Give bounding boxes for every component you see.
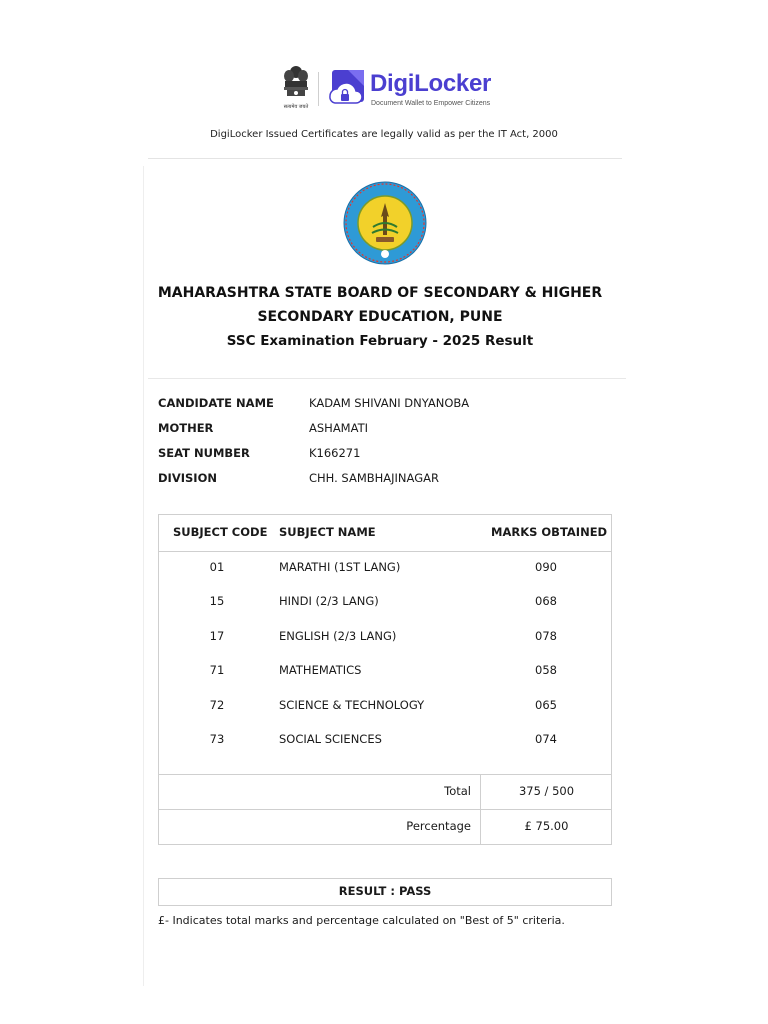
legal-notice: DigiLocker Issued Certificates are legally valid as per the IT Act, 2000: [210, 129, 558, 140]
detail-label: DIVISION: [158, 471, 217, 485]
board-heading: [150, 281, 610, 353]
detail-value: ASHAMATI: [309, 421, 368, 435]
detail-label: MOTHER: [158, 421, 214, 435]
detail-label: SEAT NUMBER: [158, 446, 250, 460]
subject-marks: 078: [535, 629, 557, 643]
table-row: [159, 629, 611, 649]
board-name-line-1: MAHARASHTRA STATE BOARD OF SECONDARY & HIGHER: [157, 285, 603, 301]
percentage-value: £ 75.00: [524, 819, 569, 833]
brand-name: DigiLocker: [370, 70, 492, 97]
subject-name: ENGLISH (2/3 LANG): [279, 629, 397, 643]
subject-marks: 058: [535, 663, 557, 677]
footnote: £- Indicates total marks and percentage calculated on "Best of 5" criteria.: [158, 914, 565, 927]
subject-name: MARATHI (1ST LANG): [279, 560, 401, 574]
subject-name: HINDI (2/3 LANG): [279, 594, 379, 608]
table-row: [159, 594, 611, 614]
header-divider: [148, 158, 622, 159]
marks-table-header: [159, 515, 611, 552]
svg-text:सत्यमेव जयते: सत्यमेव जयते: [283, 104, 309, 110]
subject-code: 01: [209, 560, 225, 574]
table-row: [159, 698, 611, 718]
card-border: [143, 166, 144, 986]
table-row: [159, 732, 611, 752]
total-value-cell: [480, 775, 612, 809]
subject-code: 15: [209, 594, 225, 608]
subject-marks: 090: [535, 560, 557, 574]
table-row: [159, 560, 611, 580]
brand-tagline: Document Wallet to Empower Citizens: [371, 100, 491, 107]
subject-code: 17: [209, 629, 225, 643]
marks-table-body: [159, 552, 611, 774]
subject-name: MATHEMATICS: [279, 663, 362, 677]
total-value: 375 / 500: [518, 784, 575, 798]
board-seal-icon: [343, 181, 427, 265]
digilocker-cloud-lock-icon: [324, 68, 366, 110]
table-row: [159, 663, 611, 683]
column-header-marks: MARKS OBTAINED: [491, 525, 608, 539]
percentage-row: [159, 809, 611, 844]
column-header-subject-code: SUBJECT CODE: [173, 525, 268, 539]
board-name-line-2: SECONDARY EDUCATION, PUNE: [257, 309, 503, 325]
logo-divider: [318, 72, 319, 106]
subject-name: SCIENCE & TECHNOLOGY: [279, 698, 425, 712]
detail-value: K166271: [309, 446, 361, 460]
percentage-label: Percentage: [406, 819, 471, 833]
detail-value: CHH. SAMBHAJINAGAR: [309, 471, 439, 485]
subject-marks: 065: [535, 698, 557, 712]
total-row: [159, 774, 611, 809]
marks-table: [158, 514, 612, 845]
subject-code: 71: [209, 663, 225, 677]
detail-label: CANDIDATE NAME: [158, 396, 274, 410]
result-status: RESULT : PASS: [158, 878, 612, 906]
national-emblem-icon: [280, 64, 312, 114]
exam-title: SSC Examination February - 2025 Result: [226, 333, 534, 349]
percentage-value-cell: [480, 810, 612, 844]
subject-code: 73: [209, 732, 225, 746]
subject-marks: 068: [535, 594, 557, 608]
subject-name: SOCIAL SCIENCES: [279, 732, 382, 746]
digilocker-header: [0, 60, 768, 120]
detail-value: KADAM SHIVANI DNYANOBA: [309, 396, 470, 410]
total-label: Total: [444, 784, 471, 798]
subject-marks: 074: [535, 732, 557, 746]
column-header-subject-name: SUBJECT NAME: [279, 525, 376, 539]
subject-code: 72: [209, 698, 225, 712]
section-divider: [148, 378, 626, 379]
